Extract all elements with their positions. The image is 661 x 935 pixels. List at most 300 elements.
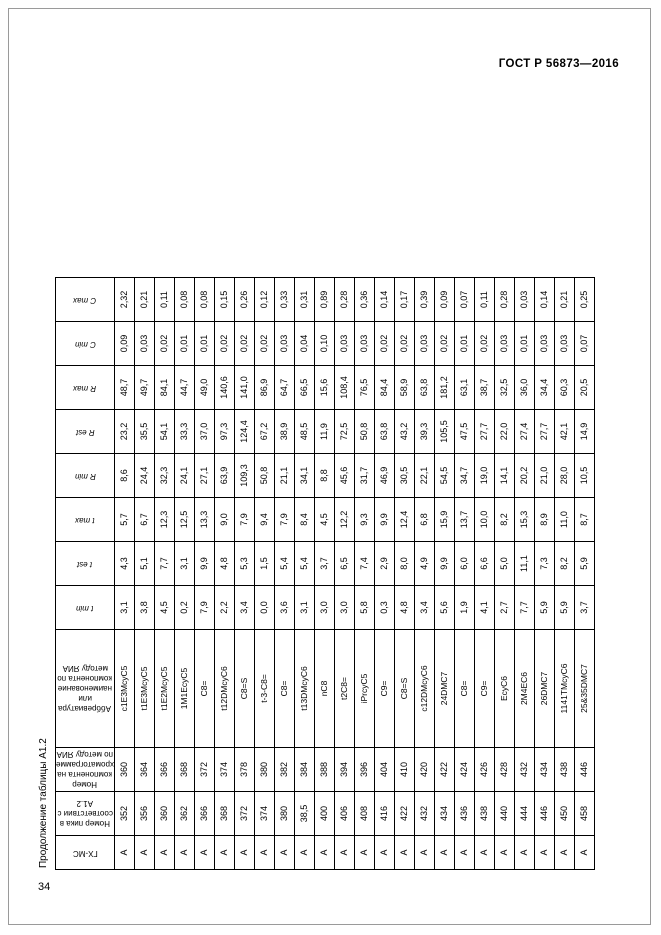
cell-t-min: 3,0 bbox=[314, 586, 334, 630]
cell-abbr: 1141TMcyC6 bbox=[554, 630, 574, 748]
cell-t-max: 12,2 bbox=[334, 498, 354, 542]
cell-C-min: 0,07 bbox=[574, 322, 594, 366]
cell-t-max: 12,4 bbox=[394, 498, 414, 542]
cell-comp-no: 374 bbox=[214, 748, 234, 792]
cell-peak-no: 438 bbox=[474, 792, 494, 836]
cell-abbr: C9= bbox=[474, 630, 494, 748]
cell-C-min: 0,03 bbox=[414, 322, 434, 366]
cell-R-est: 14,9 bbox=[574, 410, 594, 454]
cell-R-est: 23,2 bbox=[114, 410, 134, 454]
cell-peak-no: 422 bbox=[394, 792, 414, 836]
cell-comp-no: 424 bbox=[454, 748, 474, 792]
cell-gx-ms: A bbox=[114, 836, 134, 870]
cell-abbr: C8= bbox=[454, 630, 474, 748]
table-row bbox=[174, 278, 194, 870]
cell-abbr: t1E2McyC5 bbox=[154, 630, 174, 748]
cell-R-est: 124,4 bbox=[234, 410, 254, 454]
cell-C-min: 0,02 bbox=[374, 322, 394, 366]
col-header-comp-no bbox=[56, 748, 115, 792]
cell-t-min: 3,0 bbox=[334, 586, 354, 630]
table-row bbox=[434, 278, 454, 870]
cell-comp-no: 366 bbox=[154, 748, 174, 792]
col-header-c-min bbox=[56, 322, 115, 366]
cell-C-min: 0,02 bbox=[254, 322, 274, 366]
cell-C-max: 0,25 bbox=[574, 278, 594, 322]
cell-C-min: 0,02 bbox=[234, 322, 254, 366]
cell-peak-no: 432 bbox=[414, 792, 434, 836]
cell-R-est: 22,0 bbox=[494, 410, 514, 454]
cell-gx-ms: A bbox=[574, 836, 594, 870]
cell-gx-ms: A bbox=[374, 836, 394, 870]
cell-R-min: 50,8 bbox=[254, 454, 274, 498]
cell-C-min: 0,02 bbox=[394, 322, 414, 366]
cell-t-min: 0,0 bbox=[254, 586, 274, 630]
cell-t-min: 3,4 bbox=[234, 586, 254, 630]
cell-t-est: 4,8 bbox=[214, 542, 234, 586]
cell-comp-no: 380 bbox=[254, 748, 274, 792]
cell-R-max: 34,4 bbox=[534, 366, 554, 410]
cell-peak-no: 436 bbox=[454, 792, 474, 836]
cell-C-max: 0,89 bbox=[314, 278, 334, 322]
cell-t-min: 7,9 bbox=[194, 586, 214, 630]
cell-comp-no: 426 bbox=[474, 748, 494, 792]
cell-gx-ms: A bbox=[154, 836, 174, 870]
table-row bbox=[234, 278, 254, 870]
cell-t-est: 5,3 bbox=[234, 542, 254, 586]
cell-t-max: 12,5 bbox=[174, 498, 194, 542]
cell-C-min: 0,01 bbox=[454, 322, 474, 366]
cell-comp-no: 422 bbox=[434, 748, 454, 792]
cell-R-max: 49,7 bbox=[134, 366, 154, 410]
cell-R-max: 141,0 bbox=[234, 366, 254, 410]
cell-C-max: 0,12 bbox=[254, 278, 274, 322]
table-row bbox=[574, 278, 594, 870]
col-header-t-max bbox=[56, 498, 115, 542]
cell-t-max: 6,7 bbox=[134, 498, 154, 542]
cell-comp-no: 394 bbox=[334, 748, 354, 792]
cell-R-min: 19,0 bbox=[474, 454, 494, 498]
cell-t-max: 7,9 bbox=[234, 498, 254, 542]
cell-R-min: 10,5 bbox=[574, 454, 594, 498]
cell-abbr: t12DMcyC6 bbox=[214, 630, 234, 748]
cell-gx-ms: A bbox=[514, 836, 534, 870]
table-row bbox=[374, 278, 394, 870]
cell-abbr: t-3-C8= bbox=[254, 630, 274, 748]
cell-abbr: t2C8= bbox=[334, 630, 354, 748]
cell-t-min: 2,2 bbox=[214, 586, 234, 630]
cell-t-min: 3,6 bbox=[274, 586, 294, 630]
cell-peak-no: 374 bbox=[254, 792, 274, 836]
cell-peak-no: 444 bbox=[514, 792, 534, 836]
cell-R-max: 15,6 bbox=[314, 366, 334, 410]
cell-C-max: 0,28 bbox=[334, 278, 354, 322]
cell-gx-ms: A bbox=[354, 836, 374, 870]
cell-R-est: 37,0 bbox=[194, 410, 214, 454]
cell-R-max: 32,5 bbox=[494, 366, 514, 410]
cell-C-max: 0,11 bbox=[154, 278, 174, 322]
cell-R-max: 76,5 bbox=[354, 366, 374, 410]
cell-t-min: 7,7 bbox=[514, 586, 534, 630]
cell-C-max: 0,28 bbox=[494, 278, 514, 322]
col-header-t-max-label: t max bbox=[75, 515, 95, 525]
cell-abbr: C9= bbox=[374, 630, 394, 748]
cell-R-max: 38,7 bbox=[474, 366, 494, 410]
cell-abbr: C8=S bbox=[234, 630, 254, 748]
table-row bbox=[354, 278, 374, 870]
cell-gx-ms: A bbox=[234, 836, 254, 870]
cell-C-max: 0,14 bbox=[534, 278, 554, 322]
cell-abbr: 24DMC7 bbox=[434, 630, 454, 748]
cell-R-max: 60,3 bbox=[554, 366, 574, 410]
cell-t-est: 5,4 bbox=[294, 542, 314, 586]
cell-R-min: 8,8 bbox=[314, 454, 334, 498]
col-header-comp-no-label: Номер компонента на хроматограмме по методу ЯИА bbox=[55, 750, 114, 790]
cell-t-max: 15,9 bbox=[434, 498, 454, 542]
cell-t-max: 8,7 bbox=[574, 498, 594, 542]
cell-abbr: 25&35DMC7 bbox=[574, 630, 594, 748]
cell-R-est: 38,9 bbox=[274, 410, 294, 454]
cell-t-max: 13,7 bbox=[454, 498, 474, 542]
cell-abbr: C8= bbox=[194, 630, 214, 748]
cell-peak-no: 38,5 bbox=[294, 792, 314, 836]
cell-t-min: 3,1 bbox=[294, 586, 314, 630]
cell-abbr: c1E3McyC5 bbox=[114, 630, 134, 748]
cell-R-est: 63,8 bbox=[374, 410, 394, 454]
cell-peak-no: 400 bbox=[314, 792, 334, 836]
cell-C-max: 0,08 bbox=[174, 278, 194, 322]
cell-t-min: 5,6 bbox=[434, 586, 454, 630]
cell-gx-ms: A bbox=[134, 836, 154, 870]
cell-abbr: t1E3McyC5 bbox=[134, 630, 154, 748]
cell-C-max: 0,36 bbox=[354, 278, 374, 322]
table-row bbox=[114, 278, 134, 870]
cell-t-est: 11,1 bbox=[514, 542, 534, 586]
cell-C-min: 0,01 bbox=[194, 322, 214, 366]
cell-gx-ms: A bbox=[334, 836, 354, 870]
cell-abbr: nC8 bbox=[314, 630, 334, 748]
cell-t-est: 5,1 bbox=[134, 542, 154, 586]
cell-R-min: 45,6 bbox=[334, 454, 354, 498]
cell-C-max: 0,08 bbox=[194, 278, 214, 322]
data-table bbox=[55, 277, 595, 870]
table-row bbox=[154, 278, 174, 870]
cell-t-est: 4,9 bbox=[414, 542, 434, 586]
cell-peak-no: 434 bbox=[434, 792, 454, 836]
cell-t-min: 0,2 bbox=[174, 586, 194, 630]
cell-t-min: 1,9 bbox=[454, 586, 474, 630]
col-header-r-max bbox=[56, 366, 115, 410]
col-header-t-min bbox=[56, 586, 115, 630]
cell-t-min: 3,4 bbox=[414, 586, 434, 630]
cell-abbr: t13DMcyC6 bbox=[294, 630, 314, 748]
cell-t-max: 15,3 bbox=[514, 498, 534, 542]
cell-R-est: 39,3 bbox=[414, 410, 434, 454]
cell-t-est: 6,0 bbox=[454, 542, 474, 586]
cell-C-min: 0,02 bbox=[214, 322, 234, 366]
cell-C-min: 0,03 bbox=[334, 322, 354, 366]
page-number: 34 bbox=[38, 881, 51, 893]
cell-R-max: 84,1 bbox=[154, 366, 174, 410]
col-header-r-min-label: R min bbox=[74, 471, 96, 481]
cell-comp-no: 396 bbox=[354, 748, 374, 792]
cell-peak-no: 362 bbox=[174, 792, 194, 836]
cell-abbr: iPrcyC5 bbox=[354, 630, 374, 748]
cell-C-min: 0,04 bbox=[294, 322, 314, 366]
cell-C-min: 0,03 bbox=[494, 322, 514, 366]
cell-t-min: 4,8 bbox=[394, 586, 414, 630]
col-header-t-est-label: t est bbox=[77, 559, 93, 569]
cell-t-min: 5,9 bbox=[554, 586, 574, 630]
cell-comp-no: 438 bbox=[554, 748, 574, 792]
cell-C-max: 0,09 bbox=[434, 278, 454, 322]
cell-R-min: 46,9 bbox=[374, 454, 394, 498]
cell-comp-no: 378 bbox=[234, 748, 254, 792]
col-header-abbr-label: Аббревиатура или наименование компонента по методу ЯИА bbox=[57, 664, 113, 714]
cell-R-min: 24,1 bbox=[174, 454, 194, 498]
cell-R-est: 33,3 bbox=[174, 410, 194, 454]
cell-R-est: 42,1 bbox=[554, 410, 574, 454]
cell-gx-ms: A bbox=[434, 836, 454, 870]
cell-R-max: 64,7 bbox=[274, 366, 294, 410]
col-header-c-max bbox=[56, 278, 115, 322]
cell-t-max: 8,2 bbox=[494, 498, 514, 542]
cell-t-est: 3,1 bbox=[174, 542, 194, 586]
cell-R-est: 11,9 bbox=[314, 410, 334, 454]
cell-R-est: 97,3 bbox=[214, 410, 234, 454]
cell-R-min: 14,1 bbox=[494, 454, 514, 498]
cell-R-est: 47,5 bbox=[454, 410, 474, 454]
cell-R-min: 28,0 bbox=[554, 454, 574, 498]
document-header: ГОСТ Р 56873—2016 bbox=[498, 58, 619, 70]
cell-t-est: 5,0 bbox=[494, 542, 514, 586]
cell-t-est: 7,3 bbox=[534, 542, 554, 586]
cell-comp-no: 428 bbox=[494, 748, 514, 792]
cell-C-max: 0,03 bbox=[514, 278, 534, 322]
table-row bbox=[554, 278, 574, 870]
rotated-table-area bbox=[38, 80, 618, 870]
cell-t-min: 4,5 bbox=[154, 586, 174, 630]
cell-R-min: 34,7 bbox=[454, 454, 474, 498]
cell-R-min: 63,9 bbox=[214, 454, 234, 498]
cell-t-max: 9,4 bbox=[254, 498, 274, 542]
cell-abbr: C8=S bbox=[394, 630, 414, 748]
col-header-r-est bbox=[56, 410, 115, 454]
cell-peak-no: 458 bbox=[574, 792, 594, 836]
cell-abbr: C8= bbox=[274, 630, 294, 748]
col-header-gx-ms bbox=[56, 836, 115, 870]
cell-R-min: 8,6 bbox=[114, 454, 134, 498]
cell-R-max: 20,5 bbox=[574, 366, 594, 410]
cell-R-max: 181,2 bbox=[434, 366, 454, 410]
cell-comp-no: 432 bbox=[514, 748, 534, 792]
cell-t-est: 1,5 bbox=[254, 542, 274, 586]
cell-t-min: 2,7 bbox=[494, 586, 514, 630]
table-row bbox=[394, 278, 414, 870]
cell-R-est: 48,5 bbox=[294, 410, 314, 454]
cell-t-est: 9,9 bbox=[194, 542, 214, 586]
cell-peak-no: 352 bbox=[114, 792, 134, 836]
cell-peak-no: 406 bbox=[334, 792, 354, 836]
cell-t-est: 5,9 bbox=[574, 542, 594, 586]
cell-t-min: 3,1 bbox=[114, 586, 134, 630]
cell-comp-no: 360 bbox=[114, 748, 134, 792]
cell-R-max: 58,9 bbox=[394, 366, 414, 410]
table-row bbox=[254, 278, 274, 870]
cell-abbr: 1M1EcyC5 bbox=[174, 630, 194, 748]
table-row bbox=[214, 278, 234, 870]
cell-C-max: 0,07 bbox=[454, 278, 474, 322]
cell-R-min: 32,3 bbox=[154, 454, 174, 498]
cell-C-min: 0,02 bbox=[434, 322, 454, 366]
cell-abbr: 26DMC7 bbox=[534, 630, 554, 748]
cell-peak-no: 408 bbox=[354, 792, 374, 836]
cell-C-max: 0,21 bbox=[134, 278, 154, 322]
cell-R-min: 21,0 bbox=[534, 454, 554, 498]
cell-t-est: 7,4 bbox=[354, 542, 374, 586]
cell-R-est: 43,2 bbox=[394, 410, 414, 454]
cell-peak-no: 446 bbox=[534, 792, 554, 836]
col-header-peak-no bbox=[56, 792, 115, 836]
cell-t-min: 3,8 bbox=[134, 586, 154, 630]
cell-R-min: 20,2 bbox=[514, 454, 534, 498]
cell-R-est: 27,7 bbox=[534, 410, 554, 454]
cell-t-max: 9,9 bbox=[374, 498, 394, 542]
cell-comp-no: 404 bbox=[374, 748, 394, 792]
cell-R-est: 54,1 bbox=[154, 410, 174, 454]
cell-t-max: 4,5 bbox=[314, 498, 334, 542]
table-row bbox=[334, 278, 354, 870]
cell-comp-no: 382 bbox=[274, 748, 294, 792]
cell-gx-ms: A bbox=[294, 836, 314, 870]
cell-peak-no: 366 bbox=[194, 792, 214, 836]
cell-R-max: 63,1 bbox=[454, 366, 474, 410]
cell-t-min: 3,7 bbox=[574, 586, 594, 630]
cell-R-max: 36,0 bbox=[514, 366, 534, 410]
cell-gx-ms: A bbox=[474, 836, 494, 870]
cell-t-max: 9,0 bbox=[214, 498, 234, 542]
cell-t-max: 8,4 bbox=[294, 498, 314, 542]
cell-C-min: 0,01 bbox=[514, 322, 534, 366]
cell-abbr: EcyC6 bbox=[494, 630, 514, 748]
cell-C-max: 0,17 bbox=[394, 278, 414, 322]
cell-t-min: 4,1 bbox=[474, 586, 494, 630]
cell-t-min: 0,3 bbox=[374, 586, 394, 630]
col-header-t-min-label: t min bbox=[76, 603, 94, 613]
cell-C-min: 0,02 bbox=[154, 322, 174, 366]
cell-comp-no: 434 bbox=[534, 748, 554, 792]
cell-R-max: 140,6 bbox=[214, 366, 234, 410]
cell-abbr: c12DMcyC6 bbox=[414, 630, 434, 748]
cell-R-min: 24,4 bbox=[134, 454, 154, 498]
cell-t-est: 6,5 bbox=[334, 542, 354, 586]
cell-t-max: 7,9 bbox=[274, 498, 294, 542]
table-row bbox=[414, 278, 434, 870]
cell-C-max: 0,11 bbox=[474, 278, 494, 322]
cell-R-est: 27,4 bbox=[514, 410, 534, 454]
cell-gx-ms: A bbox=[494, 836, 514, 870]
cell-t-est: 3,7 bbox=[314, 542, 334, 586]
cell-gx-ms: A bbox=[554, 836, 574, 870]
cell-gx-ms: A bbox=[534, 836, 554, 870]
cell-t-max: 9,3 bbox=[354, 498, 374, 542]
col-header-gx-ms-label: ГХ-МС bbox=[72, 848, 98, 858]
table-row bbox=[514, 278, 534, 870]
cell-t-max: 5,7 bbox=[114, 498, 134, 542]
cell-peak-no: 356 bbox=[134, 792, 154, 836]
cell-t-est: 2,9 bbox=[374, 542, 394, 586]
table-row bbox=[194, 278, 214, 870]
cell-R-est: 50,8 bbox=[354, 410, 374, 454]
cell-R-min: 34,1 bbox=[294, 454, 314, 498]
cell-R-max: 86,9 bbox=[254, 366, 274, 410]
cell-gx-ms: A bbox=[394, 836, 414, 870]
cell-gx-ms: A bbox=[174, 836, 194, 870]
cell-comp-no: 388 bbox=[314, 748, 334, 792]
cell-t-est: 9,9 bbox=[434, 542, 454, 586]
cell-C-max: 0,26 bbox=[234, 278, 254, 322]
col-header-peak-no-label: Номер пика в соответствии с А1.2 bbox=[57, 799, 113, 829]
cell-R-est: 105,5 bbox=[434, 410, 454, 454]
cell-t-max: 6,8 bbox=[414, 498, 434, 542]
cell-C-max: 0,14 bbox=[374, 278, 394, 322]
cell-R-est: 67,2 bbox=[254, 410, 274, 454]
cell-R-max: 108,4 bbox=[334, 366, 354, 410]
cell-R-min: 54,5 bbox=[434, 454, 454, 498]
cell-t-est: 6,6 bbox=[474, 542, 494, 586]
cell-C-min: 0,03 bbox=[274, 322, 294, 366]
cell-t-max: 10,0 bbox=[474, 498, 494, 542]
cell-C-max: 0,15 bbox=[214, 278, 234, 322]
cell-R-max: 44,7 bbox=[174, 366, 194, 410]
col-header-r-est-label: R est bbox=[75, 427, 95, 437]
cell-gx-ms: A bbox=[254, 836, 274, 870]
cell-t-est: 8,2 bbox=[554, 542, 574, 586]
col-header-r-min bbox=[56, 454, 115, 498]
cell-comp-no: 410 bbox=[394, 748, 414, 792]
cell-comp-no: 372 bbox=[194, 748, 214, 792]
table-caption: Продолжение таблицы А1.2 bbox=[38, 738, 49, 868]
cell-R-min: 109,3 bbox=[234, 454, 254, 498]
col-header-abbr bbox=[56, 630, 115, 748]
cell-t-est: 5,4 bbox=[274, 542, 294, 586]
cell-R-max: 48,7 bbox=[114, 366, 134, 410]
cell-t-max: 8,9 bbox=[534, 498, 554, 542]
cell-R-min: 31,7 bbox=[354, 454, 374, 498]
col-header-r-max-label: R max bbox=[73, 383, 97, 393]
cell-t-max: 12,3 bbox=[154, 498, 174, 542]
cell-R-min: 21,1 bbox=[274, 454, 294, 498]
table-row bbox=[134, 278, 154, 870]
cell-comp-no: 368 bbox=[174, 748, 194, 792]
cell-peak-no: 440 bbox=[494, 792, 514, 836]
cell-comp-no: 420 bbox=[414, 748, 434, 792]
cell-comp-no: 364 bbox=[134, 748, 154, 792]
cell-C-min: 0,02 bbox=[474, 322, 494, 366]
cell-t-max: 11,0 bbox=[554, 498, 574, 542]
cell-gx-ms: A bbox=[314, 836, 334, 870]
cell-C-min: 0,01 bbox=[174, 322, 194, 366]
cell-C-min: 0,03 bbox=[554, 322, 574, 366]
cell-R-est: 27,7 bbox=[474, 410, 494, 454]
cell-R-min: 27,1 bbox=[194, 454, 214, 498]
table-row bbox=[454, 278, 474, 870]
cell-R-max: 49,0 bbox=[194, 366, 214, 410]
cell-peak-no: 450 bbox=[554, 792, 574, 836]
cell-t-est: 4,3 bbox=[114, 542, 134, 586]
cell-t-min: 5,9 bbox=[534, 586, 554, 630]
cell-comp-no: 384 bbox=[294, 748, 314, 792]
cell-peak-no: 372 bbox=[234, 792, 254, 836]
